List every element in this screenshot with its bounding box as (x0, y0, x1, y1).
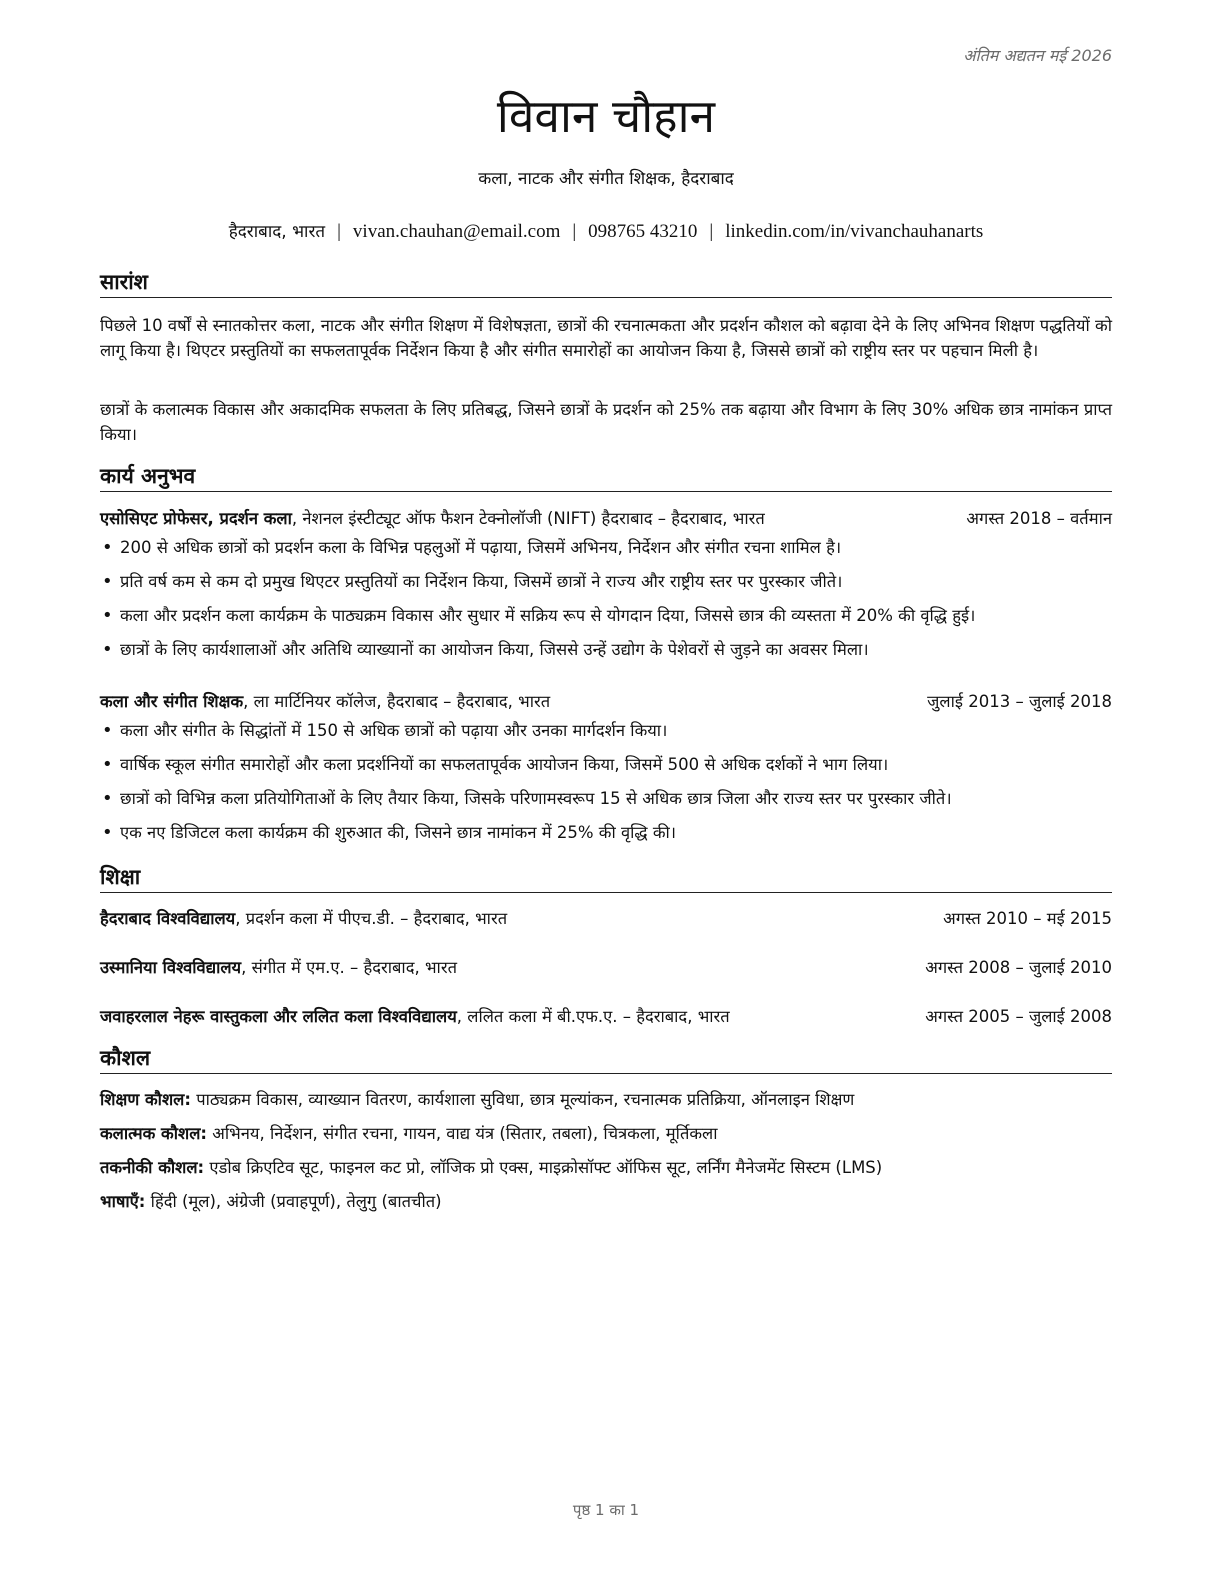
summary-paragraph: पिछले 10 वर्षों से स्नातकोत्तर कला, नाटक और संगीत शिक्षण में विशेषज्ञता, छात्रों की रचनात्मकता और प्रदर्शन कौशल को बढ़ावा देने के लिए अभिनव शिक्षण पद्धतियों को लागू किया है। थिएटर प्रस्तुतियों का सफलतापूर्वक निर्देशन किया है और संगीत समारोहों का आयोजन किया है, जिससे छात्रों को राष्ट्रीय स्तर पर पहचान मिली है। (100, 316, 1112, 360)
summary-paragraph: छात्रों के कलात्मक विकास और अकादमिक सफलता के लिए प्रतिबद्ध, जिसने छात्रों के प्रदर्शन को 25% तक बढ़ाया और विभाग के लिए 30% अधिक छात्र नामांकन प्राप्त किया। (100, 400, 1112, 444)
education-detail: , प्रदर्शन कला में पीएच.डी. – हैदराबाद, भारत (235, 909, 508, 928)
job-bullet: • वार्षिक स्कूल संगीत समारोहों और कला प्रदर्शनियों का सफलतापूर्वक आयोजन किया, जिसमें 500 से अधिक दर्शकों ने भाग लिया। (100, 752, 1112, 786)
education-item (100, 906, 1112, 932)
candidate-name: विवान चौहान (496, 89, 716, 143)
skill-value: पाठ्यक्रम विकास, व्याख्यान वितरण, कार्यशाला सुविधा, छात्र मूल्यांकन, रचनात्मक प्रतिक्रिया, ऑनलाइन शिक्षण (190, 1090, 855, 1109)
job-dates: अगस्त 2018 – वर्तमान (966, 509, 1112, 528)
education-institution: उस्मानिया विश्वविद्यालय (100, 958, 242, 977)
contact-phone: 098765 43210 (588, 221, 698, 242)
education-dates: अगस्त 2010 – मई 2015 (943, 909, 1112, 928)
job-org: , ला मार्टिनियर कॉलेज, हैदराबाद – हैदराबाद, भारत (243, 692, 551, 711)
skill-line (100, 1087, 1112, 1113)
contact-separator: | (572, 221, 577, 242)
job-bullets (100, 718, 1112, 854)
skill-label: तकनीकी कौशल: (100, 1158, 205, 1177)
education-institution: हैदराबाद विश्वविद्यालय (100, 909, 236, 928)
job-bullet: • छात्रों को विभिन्न कला प्रतियोगिताओं के लिए तैयार किया, जिसके परिणामस्वरूप 15 से अधिक छात्र जिला और राज्य स्तर पर पुरस्कार जीते। (100, 786, 1112, 820)
skill-label: शिक्षण कौशल: (100, 1090, 191, 1109)
job-bullet: • एक नए डिजिटल कला कार्यक्रम की शुरुआत की, जिसने छात्र नामांकन में 25% की वृद्धि की। (100, 820, 1112, 854)
skill-label: भाषाएँ: (100, 1192, 146, 1211)
job-title: कला और संगीत शिक्षक (100, 692, 244, 711)
job-header (100, 506, 1112, 532)
skill-line (100, 1121, 1112, 1147)
education-institution: जवाहरलाल नेहरू वास्तुकला और ललित कला विश्वविद्यालय (100, 1007, 457, 1026)
job-bullets (100, 535, 1112, 671)
candidate-subtitle: कला, नाटक और संगीत शिक्षक, हैदराबाद (478, 169, 734, 189)
page-number: पृष्ठ 1 का 1 (572, 1501, 640, 1519)
job-bullet: • प्रति वर्ष कम से कम दो प्रमुख थिएटर प्रस्तुतियों का निर्देशन किया, जिसमें छात्रों ने राज्य और राष्ट्रीय स्तर पर पुरस्कार जीते। (100, 569, 1112, 603)
contact-separator: | (337, 221, 341, 242)
education-detail: , ललित कला में बी.एफ.ए. – हैदराबाद, भारत (456, 1007, 730, 1026)
last-updated-note: अंतिम अद्यतन मई 2026 (963, 46, 1112, 65)
job-title-org (100, 506, 765, 532)
education-heading: शिक्षा (100, 863, 1112, 893)
skill-value: एडोब क्रिएटिव सूट, फाइनल कट प्रो, लॉजिक प्रो एक्स, माइक्रोसॉफ्ट ऑफिस सूट, लर्निंग मैनेजमेंट सिस्टम (LMS) (204, 1158, 883, 1177)
education-item (100, 1004, 1112, 1030)
contact-email-link[interactable]: vivan.chauhan@email.com (352, 221, 561, 242)
contact-separator: | (709, 221, 714, 242)
job-bullet: • 200 से अधिक छात्रों को प्रदर्शन कला के विभिन्न पहलुओं में पढ़ाया, जिसमें अभिनय, निर्देशन और संगीत रचना शामिल है। (100, 535, 1112, 569)
education-dates: अगस्त 2008 – जुलाई 2010 (925, 958, 1112, 977)
contact-linkedin-link[interactable]: linkedin.com/in/vivanchauhanarts (725, 221, 984, 242)
resume-page (100, 0, 1112, 1584)
contact-location: हैदराबाद, भारत (228, 222, 326, 242)
summary-heading: सारांश (100, 268, 1112, 298)
job-bullet: • कला और प्रदर्शन कला कार्यक्रम के पाठ्यक्रम विकास और सुधार में सक्रिय रूप से योगदान दिया, जिससे छात्र की व्यस्तता में 20% की वृद्धि हुई। (100, 603, 1112, 637)
job-dates: जुलाई 2013 – जुलाई 2018 (927, 692, 1112, 711)
skill-line (100, 1155, 1112, 1181)
job-bullet: • कला और संगीत के सिद्धांतों में 150 से अधिक छात्रों को पढ़ाया और उनका मार्गदर्शन किया। (100, 718, 1112, 752)
job-bullet: • छात्रों के लिए कार्यशालाओं और अतिथि व्याख्यानों का आयोजन किया, जिससे उन्हें उद्योग के पेशेवरों से जुड़ने का अवसर मिला। (100, 637, 1112, 671)
job-org: , नेशनल इंस्टीट्यूट ऑफ फैशन टेक्नोलॉजी (NIFT) हैदराबाद – हैदराबाद, भारत (291, 509, 765, 528)
job-header (100, 689, 1112, 715)
experience-heading: कार्य अनुभव (100, 462, 1112, 492)
job-title: एसोसिएट प्रोफेसर, प्रदर्शन कला (100, 509, 292, 528)
skill-value: अभिनय, निर्देशन, संगीत रचना, गायन, वाद्य यंत्र (सितार, तबला), चित्रकला, मूर्तिकला (207, 1124, 718, 1143)
job-title-org (100, 689, 550, 715)
contact-line (100, 218, 1112, 246)
skills-heading: कौशल (100, 1044, 1112, 1074)
education-detail: , संगीत में एम.ए. – हैदराबाद, भारत (241, 958, 457, 977)
education-item (100, 955, 1112, 981)
skill-line (100, 1189, 1112, 1215)
skill-value: हिंदी (मूल), अंग्रेजी (प्रवाहपूर्ण), तेलुगु (बातचीत) (145, 1192, 442, 1211)
skill-label: कलात्मक कौशल: (100, 1124, 208, 1143)
education-dates: अगस्त 2005 – जुलाई 2008 (925, 1007, 1112, 1026)
